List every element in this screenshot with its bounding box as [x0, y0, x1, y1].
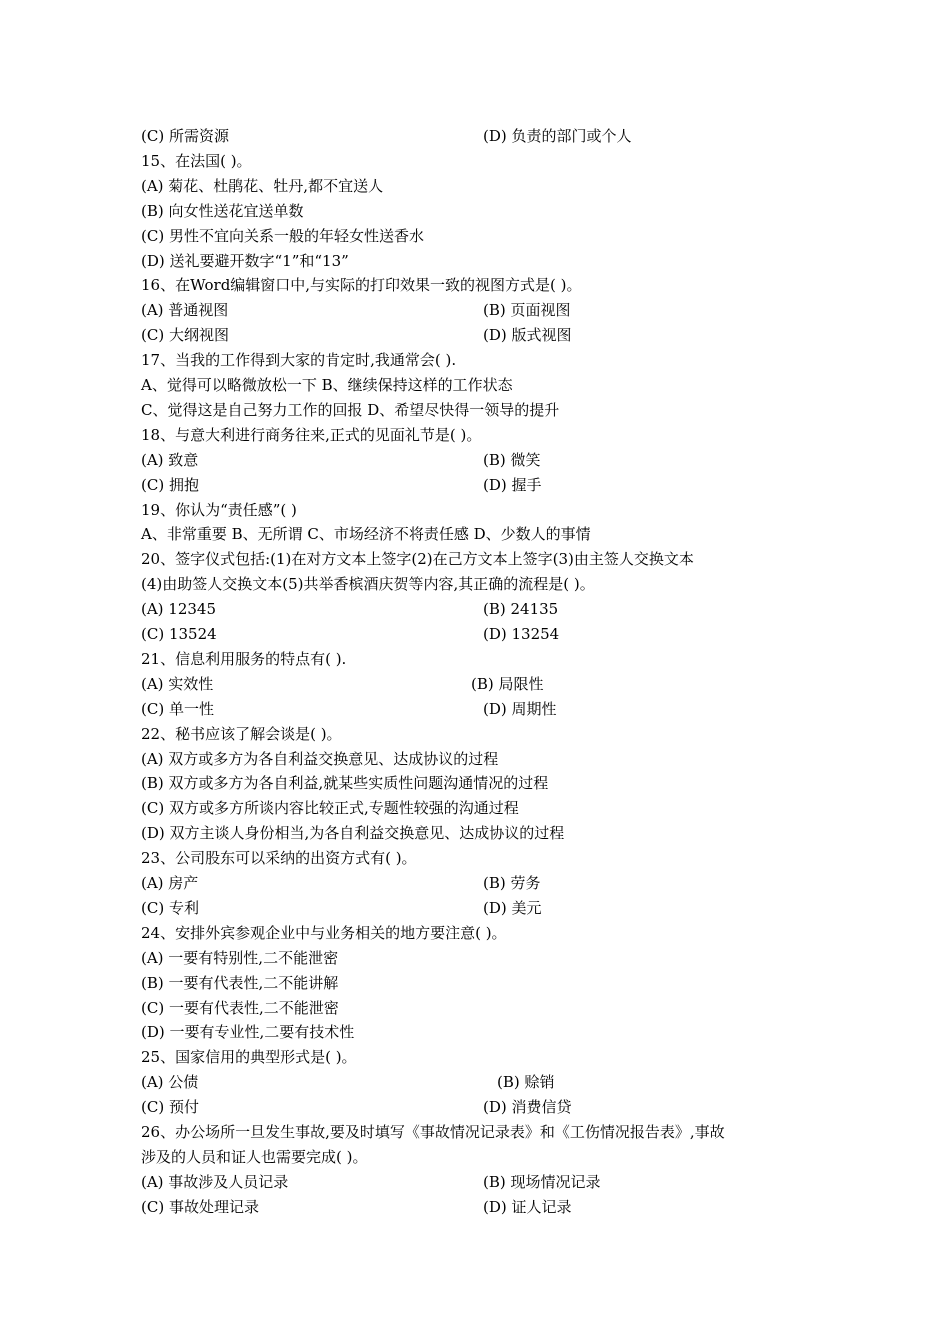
line-text: (C) 13524	[141, 625, 217, 643]
text-line	[141, 1120, 821, 1144]
line-text: (C) 大纲视图	[141, 326, 229, 345]
text-line	[141, 672, 821, 696]
text-line	[141, 498, 821, 522]
text-line	[141, 1095, 821, 1119]
line-text: (D) 一要有专业性,二要有技术性	[141, 1023, 355, 1042]
line-text: 25、国家信用的典型形式是( )。	[141, 1048, 357, 1067]
text-line	[141, 946, 821, 970]
line-text: 22、秘书应该了解会谈是( )。	[141, 724, 342, 743]
line-text: A、非常重要 B、无所谓 C、市场经济不将责任感 D、少数人的事情	[141, 525, 591, 544]
line-text: (A) 12345	[141, 600, 217, 619]
line-text: (A) 实效性	[141, 674, 214, 693]
text-line	[141, 323, 821, 347]
line-text: (D) 双方主谈人身份相当,为各自利益交换意见、达成协议的过程	[141, 824, 565, 843]
text-line	[141, 373, 821, 397]
text-line	[141, 572, 821, 596]
line-text: (C) 单一性	[141, 699, 214, 718]
line-text: 涉及的人员和证人也需要完成( )。	[141, 1147, 368, 1166]
text-line	[141, 298, 821, 322]
line-text: 15、在法国( )。	[141, 151, 252, 170]
text-line	[141, 199, 821, 223]
option-right: (D) 版式视图	[483, 326, 572, 345]
text-line	[141, 622, 821, 646]
line-text: (A) 一要有特别性,二不能泄密	[141, 948, 339, 967]
line-text: (C) 事故处理记录	[141, 1197, 259, 1216]
option-right: (B) 劳务	[483, 874, 541, 892]
line-text: (C) 双方或多方所谈内容比较正式,专题性较强的沟通过程	[141, 799, 519, 818]
text-line	[141, 1045, 821, 1069]
text-line	[141, 921, 821, 945]
text-line	[141, 796, 821, 820]
text-line	[141, 547, 821, 571]
text-line	[141, 1020, 821, 1044]
text-line	[141, 423, 821, 447]
text-line	[141, 647, 821, 671]
text-line	[141, 896, 821, 920]
line-text: (C) 专利	[141, 898, 199, 917]
text-line	[141, 273, 821, 297]
line-text: 26、办公场所一旦发生事故,要及时填写《事故情况记录表》和《工伤情况报告表》,事故	[141, 1123, 725, 1141]
line-text: 19、你认为“责任感”( )	[141, 500, 297, 519]
line-text: (C) 所需资源	[141, 127, 229, 145]
line-text: (B) 向女性送花宜送单数	[141, 201, 304, 220]
line-text: (C) 一要有代表性,二不能泄密	[141, 998, 339, 1017]
text-line	[141, 473, 821, 497]
option-right: (B) 页面视图	[483, 301, 571, 320]
text-line	[141, 821, 821, 845]
option-right: (B) 赊销	[497, 1073, 555, 1092]
text-line	[141, 722, 821, 746]
line-text: 23、公司股东可以采纳的出资方式有( )。	[141, 849, 417, 868]
text-line	[141, 398, 821, 422]
line-text: A、觉得可以略微放松一下 B、继续保持这样的工作状态	[141, 376, 513, 394]
text-line	[141, 249, 821, 273]
text-line	[141, 348, 821, 372]
line-text: 16、在Word编辑窗口中,与实际的打印效果一致的视图方式是( )。	[141, 276, 582, 295]
text-line	[141, 697, 821, 721]
line-text: 24、安排外宾参观企业中与业务相关的地方要注意( )。	[141, 923, 507, 942]
line-text: (A) 菊花、杜鹃花、牡丹,都不宜送人	[141, 176, 384, 195]
line-text: (A) 事故涉及人员记录	[141, 1172, 289, 1191]
text-line	[141, 996, 821, 1020]
option-right: (D) 13254	[483, 625, 560, 643]
line-text: (C) 拥抱	[141, 475, 199, 494]
option-right: (D) 证人记录	[483, 1197, 572, 1216]
option-right: (D) 美元	[483, 898, 542, 917]
line-text: 18、与意大利进行商务往来,正式的见面礼节是( )。	[141, 425, 482, 444]
line-text: (C) 预付	[141, 1098, 199, 1117]
text-line	[141, 224, 821, 248]
text-line	[141, 1145, 821, 1169]
text-line	[141, 846, 821, 870]
text-line	[141, 747, 821, 771]
line-text: 20、签字仪式包括:(1)在对方文本上签字(2)在己方文本上签字(3)由主签人交换文本	[141, 550, 694, 569]
text-line	[141, 124, 821, 148]
text-line	[141, 1195, 821, 1219]
text-line	[141, 597, 821, 621]
text-line	[141, 149, 821, 173]
line-text: 21、信息利用服务的特点有( ).	[141, 649, 347, 668]
text-line	[141, 522, 821, 546]
line-text: (A) 公债	[141, 1073, 199, 1092]
line-text: (B) 一要有代表性,二不能讲解	[141, 973, 339, 992]
text-line	[141, 971, 821, 995]
option-right: (D) 消费信贷	[483, 1098, 572, 1117]
option-right: (D) 握手	[483, 475, 542, 494]
text-line	[141, 771, 821, 795]
text-line	[141, 448, 821, 472]
line-text: (A) 房产	[141, 874, 199, 892]
option-right: (B) 现场情况记录	[483, 1172, 601, 1191]
text-line	[141, 174, 821, 198]
line-text: (4)由助签人交换文本(5)共举香槟酒庆贺等内容,其正确的流程是( )。	[141, 575, 595, 594]
line-text: (B) 双方或多方为各自利益,就某些实质性问题沟通情况的过程	[141, 774, 549, 793]
option-right: (D) 周期性	[483, 699, 557, 718]
line-text: (A) 致意	[141, 450, 199, 469]
line-text: (A) 双方或多方为各自利益交换意见、达成协议的过程	[141, 749, 499, 768]
line-text: 17、当我的工作得到大家的肯定时,我通常会( ).	[141, 351, 457, 370]
text-line	[141, 1070, 821, 1094]
option-right: (B) 局限性	[471, 674, 544, 693]
line-text: C、觉得这是自己努力工作的回报 D、希望尽快得一领导的提升	[141, 400, 560, 419]
option-right: (D) 负责的部门或个人	[483, 127, 632, 145]
line-text: (D) 送礼要避开数字“1”和“13”	[141, 251, 349, 270]
line-text: (A) 普通视图	[141, 301, 229, 320]
line-text: (C) 男性不宜向关系一般的年轻女性送香水	[141, 226, 424, 245]
option-right: (B) 24135	[483, 600, 559, 619]
text-line	[141, 1170, 821, 1194]
option-right: (B) 微笑	[483, 450, 541, 469]
text-line	[141, 871, 821, 895]
